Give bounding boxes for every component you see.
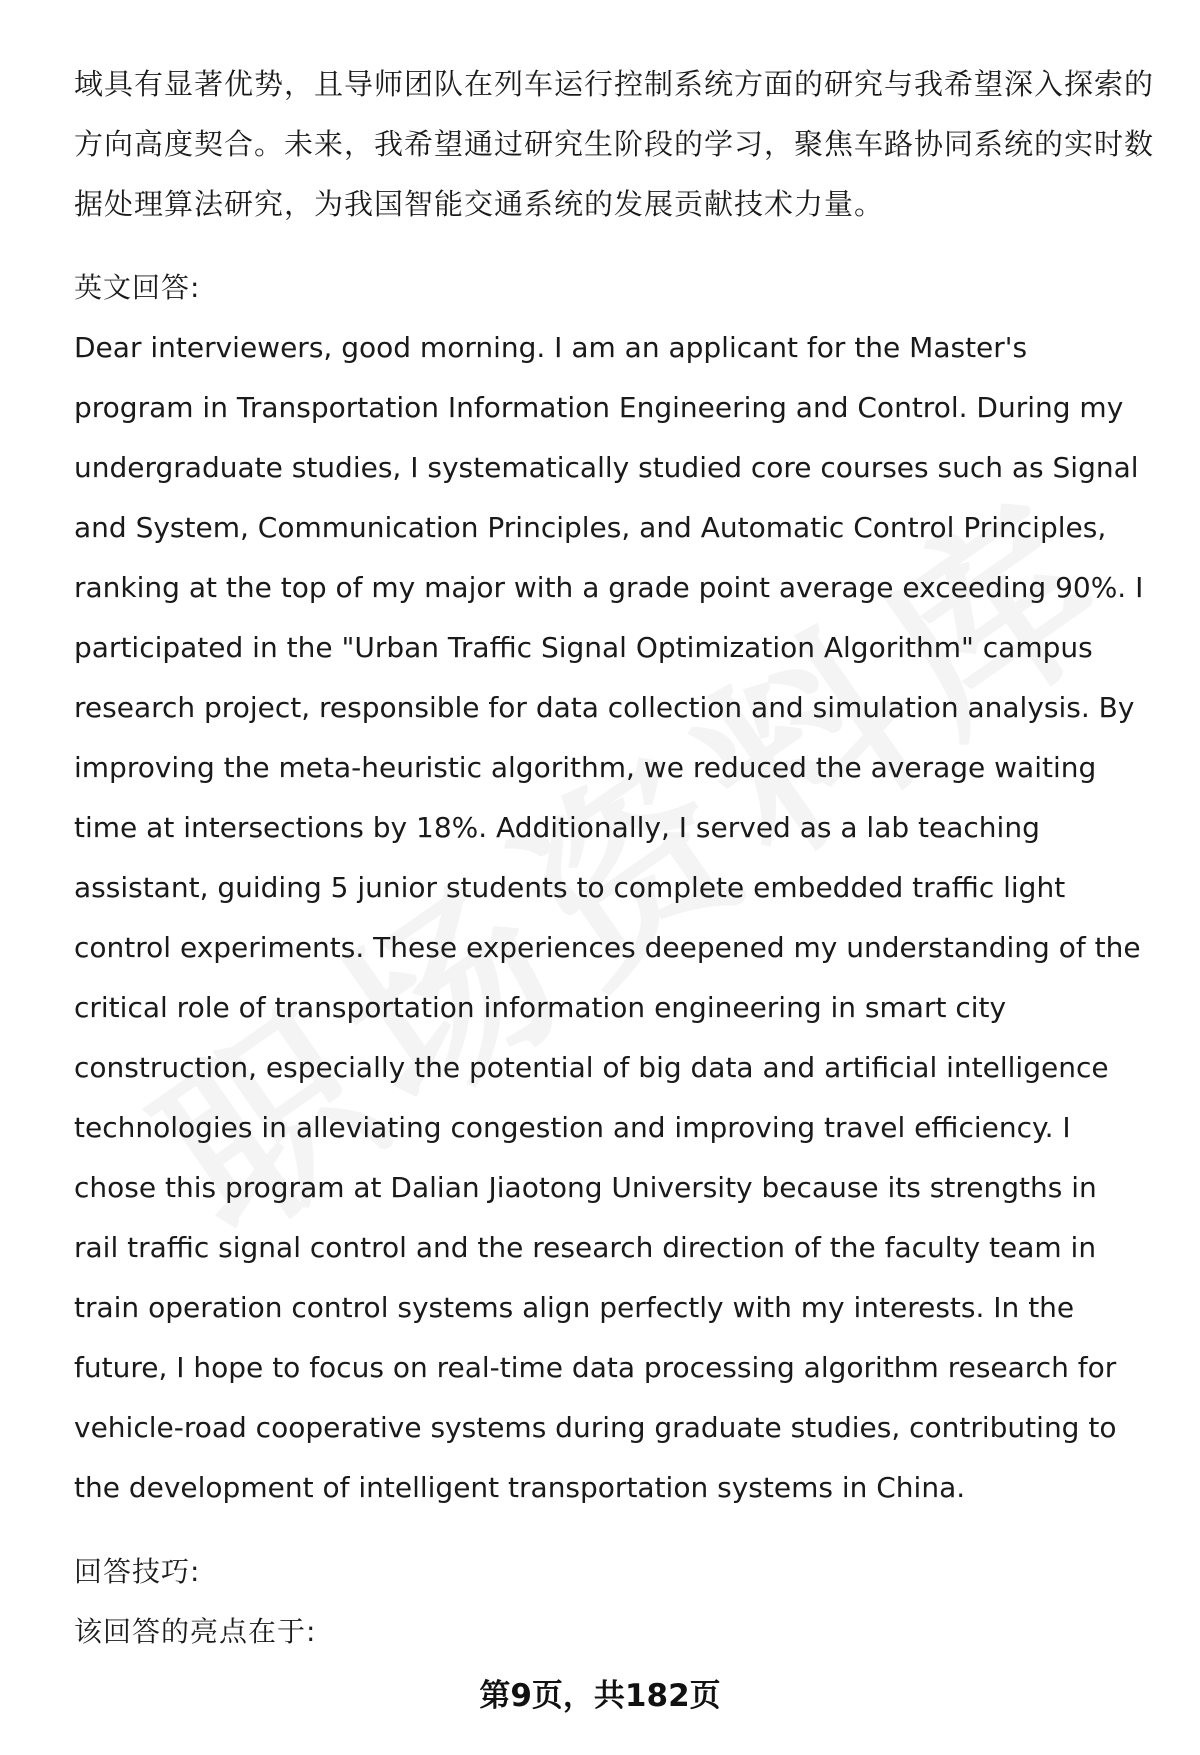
english-line: construction, especially the potential of big data and artificial intelligence	[74, 1051, 1109, 1084]
english-answer-paragraph	[74, 318, 1160, 1518]
english-line: program in Transportation Information Engineering and Control. During my	[74, 391, 1124, 424]
english-line: time at intersections by 18%. Additionally, I served as a lab teaching	[74, 811, 1040, 844]
page-number-footer: 第9页，共182页	[479, 1678, 721, 1714]
english-line: control experiments. These experiences deepened my understanding of the	[74, 931, 1141, 964]
highlights-label: 该回答的亮点在于:	[74, 1615, 317, 1648]
page-content	[74, 54, 1160, 1662]
english-line: undergraduate studies, I systematically studied core courses such as Signal	[74, 451, 1139, 484]
english-line: vehicle-road cooperative systems during graduate studies, contributing to	[74, 1411, 1117, 1444]
english-line: participated in the "Urban Traffic Signal Optimization Algorithm" campus	[74, 631, 1093, 664]
english-line: future, I hope to focus on real-time data processing algorithm research for	[74, 1351, 1117, 1384]
english-line: assistant, guiding 5 junior students to complete embedded traffic light	[74, 871, 1066, 904]
english-line: research project, responsible for data collection and simulation analysis. By	[74, 691, 1135, 724]
english-line: rail traffic signal control and the research direction of the faculty team in	[74, 1231, 1097, 1264]
english-line: ranking at the top of my major with a grade point average exceeding 90%. I	[74, 571, 1144, 604]
english-line: improving the meta-heuristic algorithm, we reduced the average waiting	[74, 751, 1097, 784]
english-line: chose this program at Dalian Jiaotong University because its strengths in	[74, 1171, 1097, 1204]
english-line: critical role of transportation information engineering in smart city	[74, 991, 1007, 1024]
answer-tips-label: 回答技巧:	[74, 1555, 201, 1588]
english-line: and System, Communication Principles, and Automatic Control Principles,	[74, 511, 1107, 544]
english-line: Dear interviewers, good morning. I am an applicant for the Master's	[74, 331, 1028, 364]
intro-line: 据处理算法研究，为我国智能交通系统的发展贡献技术力量。	[74, 187, 885, 221]
intro-line: 域具有显著优势，且导师团队在列车运行控制系统方面的研究与我希望深入探索的	[74, 67, 1155, 101]
english-answer-label: 英文回答:	[74, 271, 201, 304]
intro-line: 方向高度契合。未来，我希望通过研究生阶段的学习，聚焦车路协同系统的实时数	[74, 127, 1155, 161]
english-line: the development of intelligent transportation systems in China.	[74, 1471, 966, 1504]
english-line: technologies in alleviating congestion and improving travel efficiency. I	[74, 1111, 1071, 1144]
english-line: train operation control systems align perfectly with my interests. In the	[74, 1291, 1075, 1324]
intro-paragraph	[74, 54, 1160, 234]
